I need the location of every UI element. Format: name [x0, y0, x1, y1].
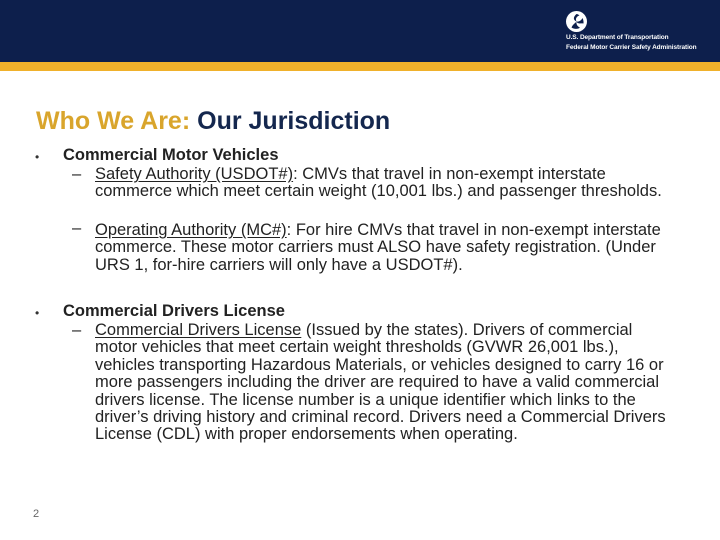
agency-name-line-2: Federal Motor Carrier Safety Administration	[566, 44, 697, 51]
bullet-heading-cdl: Commercial Drivers License	[63, 302, 285, 320]
sub-bullet-safety-authority	[95, 166, 675, 201]
dot-triskelion-icon	[566, 11, 587, 32]
agency-name-line-1: U.S. Department of Transportation	[566, 34, 669, 41]
sub-bullet-dash: –	[72, 165, 82, 183]
page-title	[36, 107, 390, 136]
bullet-marker: •	[35, 150, 40, 164]
sub-bullet-dash: –	[72, 219, 82, 237]
sub-bullet-text: : CMVs that travel in non-exempt interstate commerce which meet certain weight (10,001 lbs.) and passenger thresholds.	[95, 165, 662, 201]
term-cdl: Commercial Drivers License	[95, 321, 302, 339]
sub-bullet-cdl	[95, 322, 675, 444]
term-operating-authority: Operating Authority (MC#)	[95, 221, 287, 239]
bullet-heading-cmv: Commercial Motor Vehicles	[63, 146, 279, 164]
bullet-marker: •	[35, 306, 40, 320]
title-prefix: Who We Are:	[36, 107, 191, 135]
sub-bullet-operating-authority	[95, 222, 675, 274]
term-safety-authority: Safety Authority (USDOT#)	[95, 165, 294, 183]
sub-bullet-text: (Issued by the states). Drivers of commercial motor vehicles that meet certain weight thresholds (GVWR 26,001 lbs.), vehicles transporting Hazardous Materials, or vehicles designed to carry 16 or more passengers including the driver are required to have a valid commercial drivers license. The license number is a unique identifier which links to the driver’s driving history and criminal record. Drivers need a Commercial Drivers License (CDL) with proper endorsements when operating.	[95, 321, 666, 444]
sub-bullet-text: : For hire CMVs that travel in non-exempt interstate commerce. These motor carriers must ALSO have safety registration. (Under URS 1, for-hire carriers will only have a USDOT#).	[95, 221, 661, 274]
slide-number: 2	[33, 508, 40, 520]
sub-bullet-dash: –	[72, 321, 82, 339]
title-main: Our Jurisdiction	[197, 107, 391, 135]
header-gold-rule	[0, 62, 720, 71]
dot-logo	[0, 0, 720, 62]
